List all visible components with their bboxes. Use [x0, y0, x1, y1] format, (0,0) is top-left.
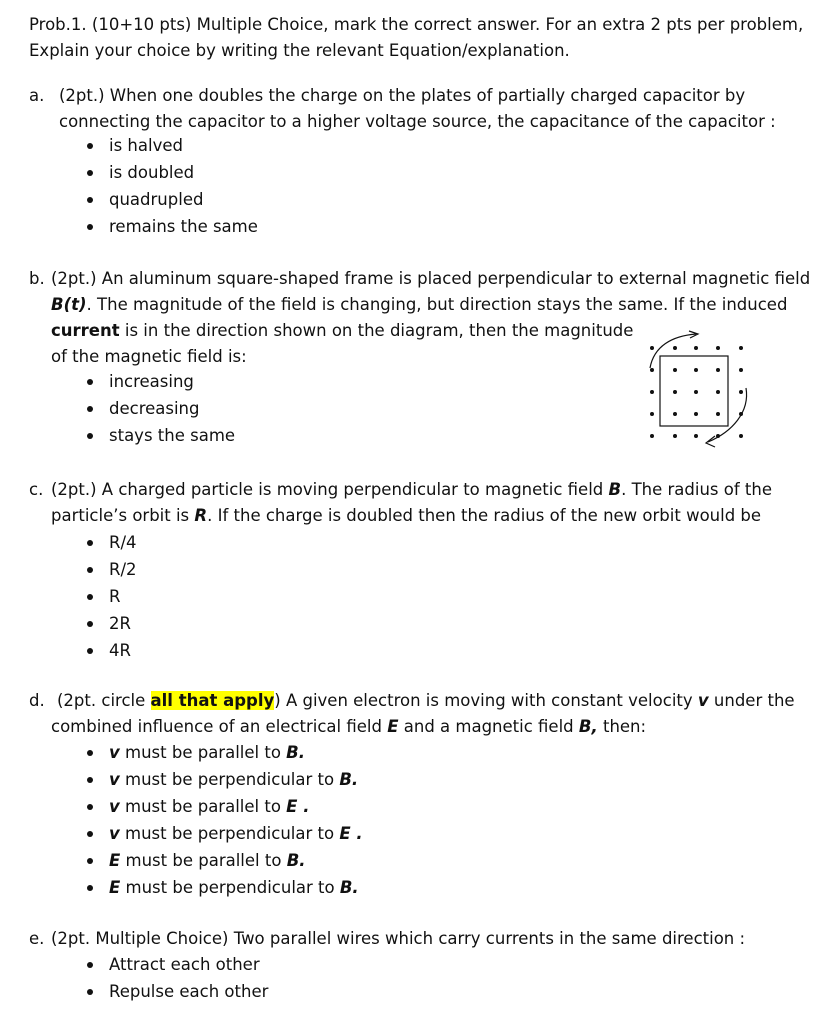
- field-symbol: B(t): [51, 295, 87, 314]
- answer-option[interactable]: quadrupled: [109, 190, 204, 209]
- answer-option[interactable]: v must be perpendicular to E .: [109, 824, 363, 843]
- answer-option[interactable]: remains the same: [109, 217, 258, 236]
- answer-option[interactable]: v must be parallel to E .: [109, 797, 310, 816]
- answer-option[interactable]: v must be perpendicular to B.: [109, 770, 359, 789]
- bullet-icon: [87, 621, 93, 627]
- answer-option[interactable]: is halved: [109, 136, 183, 155]
- question-text: (2pt. circle all that apply) A given electron is moving with constant velocity v under the: [57, 691, 795, 710]
- answer-option[interactable]: 2R: [109, 614, 131, 633]
- question-text: (2pt.) An aluminum square-shaped frame is placed perpendicular to external magnetic field: [51, 269, 811, 288]
- question-label: a.: [29, 86, 45, 105]
- answer-option[interactable]: E must be perpendicular to B.: [109, 878, 359, 897]
- answer-option[interactable]: decreasing: [109, 399, 200, 418]
- question-text: (2pt.) A charged particle is moving perpendicular to magnetic field B. The radius of the: [51, 480, 772, 499]
- question-text: current is in the direction shown on the diagram, then the magnitude: [51, 321, 634, 340]
- question-text: (2pt.) When one doubles the charge on the plates of partially charged capacitor by: [59, 86, 746, 105]
- magnetic-field-diagram: [642, 328, 760, 456]
- answer-option[interactable]: stays the same: [109, 426, 236, 445]
- bullet-icon: [87, 170, 93, 176]
- bullet-icon: [87, 750, 93, 756]
- bullet-icon: [87, 648, 93, 654]
- answer-option[interactable]: R/2: [109, 560, 137, 579]
- current-arc-bottom: [708, 388, 747, 442]
- bullet-icon: [87, 594, 93, 600]
- bullet-icon: [87, 433, 93, 439]
- question-label: d.: [29, 691, 45, 710]
- bullet-icon: [87, 406, 93, 412]
- bullet-icon: [87, 143, 93, 149]
- question-text: combined influence of an electrical field E and a magnetic field B, then:: [51, 717, 647, 736]
- question-label: c.: [29, 480, 44, 499]
- highlight-all-that-apply: all that apply: [150, 691, 275, 710]
- bullet-icon: [87, 379, 93, 385]
- bullet-icon: [87, 804, 93, 810]
- question-label: b.: [29, 269, 45, 288]
- answer-option[interactable]: R: [109, 587, 121, 606]
- question-label: e.: [29, 929, 45, 948]
- answer-option[interactable]: v must be parallel to B.: [109, 743, 306, 762]
- question-text: B(t). The magnitude of the field is changing, but direction stays the same. If the induced: [51, 295, 788, 314]
- question-text: connecting the capacitor to a higher voltage source, the capacitance of the capacitor :: [59, 112, 776, 131]
- bullet-icon: [87, 962, 93, 968]
- question-text: (2pt. Multiple Choice) Two parallel wires which carry currents in the same direction :: [51, 929, 746, 948]
- bullet-icon: [87, 989, 93, 995]
- question-text: particle’s orbit is R. If the charge is doubled then the radius of the new orbit would be: [51, 506, 762, 525]
- bullet-icon: [87, 567, 93, 573]
- bullet-icon: [87, 831, 93, 837]
- answer-option[interactable]: Repulse each other: [109, 982, 269, 1001]
- current-term: current: [51, 321, 120, 340]
- bullet-icon: [87, 197, 93, 203]
- answer-option[interactable]: 4R: [109, 641, 131, 660]
- bullet-icon: [87, 858, 93, 864]
- header-line-2: Explain your choice by writing the relevant Equation/explanation.: [29, 41, 570, 60]
- bullet-icon: [87, 224, 93, 230]
- answer-option[interactable]: is doubled: [109, 163, 195, 182]
- question-text: of the magnetic field is:: [51, 347, 247, 366]
- answer-option[interactable]: Attract each other: [109, 955, 260, 974]
- bullet-icon: [87, 540, 93, 546]
- header-line-1: Prob.1. (10+10 pts) Multiple Choice, mark the correct answer. For an extra 2 pts per problem,: [29, 15, 804, 34]
- answer-option[interactable]: increasing: [109, 372, 194, 391]
- bullet-icon: [87, 885, 93, 891]
- bullet-icon: [87, 777, 93, 783]
- answer-option[interactable]: E must be parallel to B.: [109, 851, 306, 870]
- field-dots: [650, 346, 743, 438]
- current-arc-top: [650, 334, 696, 368]
- answer-option[interactable]: R/4: [109, 533, 137, 552]
